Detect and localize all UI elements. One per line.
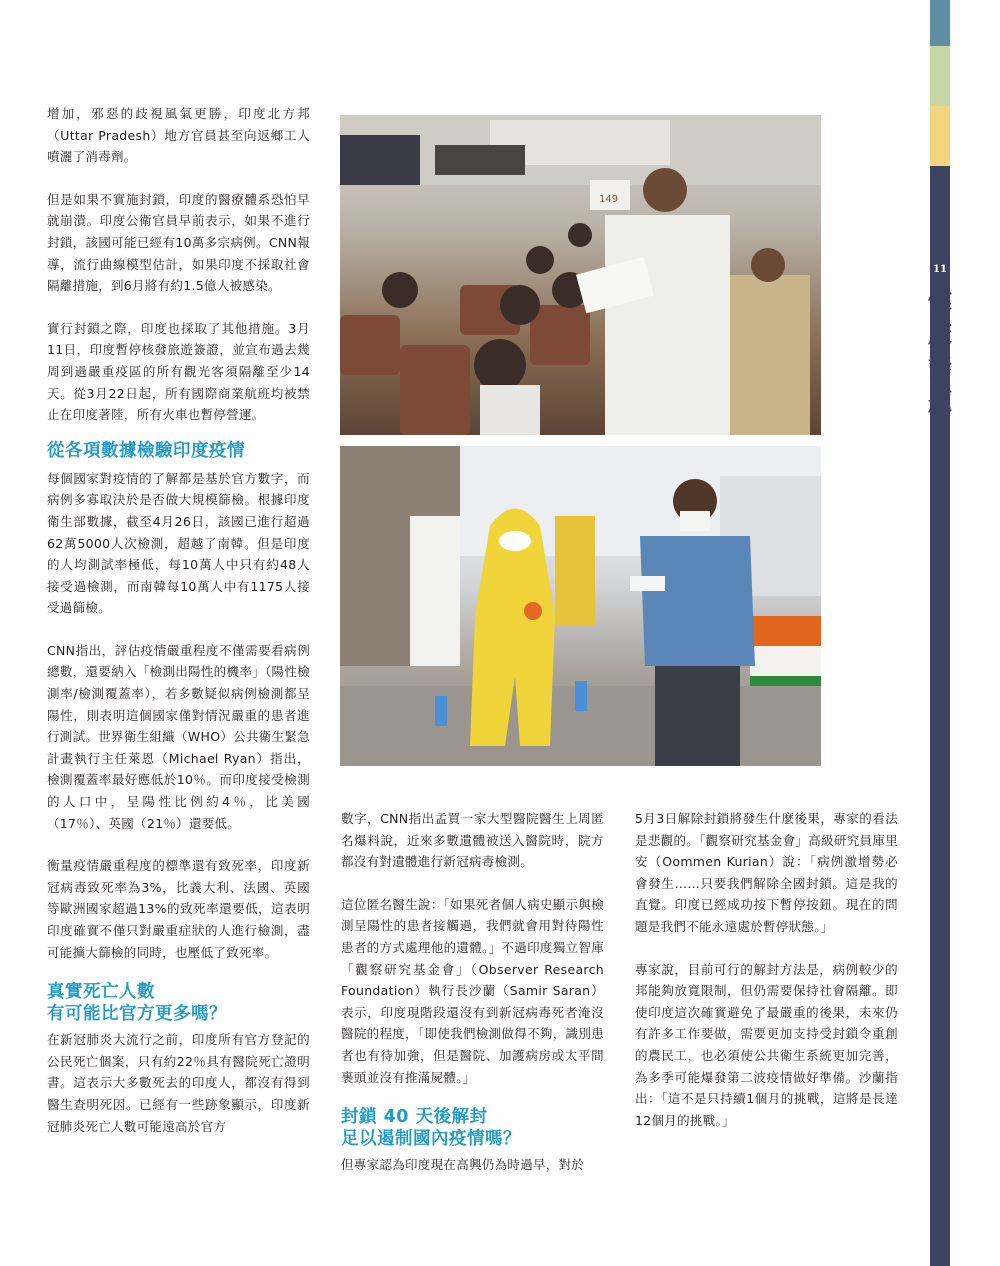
sidebar-color-block-yellow xyxy=(930,106,950,166)
section-heading xyxy=(47,981,310,1025)
page-number: 11 xyxy=(931,263,949,277)
paragraph: 5月3日解除封鎖將發生什麼後果，專家的看法是悲觀的。「觀察研究基金會」高級研究員庫里安（Oommen Kurian）說：「病例激增勢必會發生……只要我們解除全國封鎖。這是我的直覺。印度已經成功按下暫停按鈕。現在的問題是我們不能永遠處於暫停狀態。」 xyxy=(635,811,898,934)
photo-health-worker-in-ppe xyxy=(340,446,821,766)
paragraph: 衡量疫情嚴重程度的標準還有致死率，印度新冠病毒致死率為3%，比義大利、法國、英國等歐洲國家超過13%的致死率還要低，這表明印度確實不僅只對嚴重症狀的人進行檢測，盡可能擴大篩檢的同時，也壓低了致死率。 xyxy=(47,858,310,960)
heading-line: 真實死亡人數 xyxy=(47,982,155,1003)
paragraph: 數字，CNN指出孟買一家大型醫院醫生上周匿名爆料說，近來多數遺體被送入醫院時，院方都沒有對遺體進行新冠病毒檢測。 xyxy=(341,811,604,870)
paragraph: 實行封鎖之際，印度也採取了其他措施。3月11日，印度暫停核發旅遊簽證，並宣布過去幾周到過嚴重疫區的所有觀光客須隔離至少14天。從3月22日起，所有國際商業航班均被禁止在印度著陸，所有火車也暫停營運。 xyxy=(47,320,310,423)
bus-sign-text: 149 xyxy=(599,194,619,205)
section-title-char: 話 xyxy=(928,353,952,382)
section-title xyxy=(925,283,955,419)
photo-ppe-illustration xyxy=(340,446,821,766)
paragraph: CNN指出，評估疫情嚴重程度不僅需要看病例總數，還要納入「檢測出陽性的機率」（陽性檢測率/檢測覆蓋率），若多數疑似病例檢測都呈陽性，則表明這個國家僅對情況嚴重的患者進行測試。世界衛生組織（WHO）公共衛生緊急計畫執行主任萊恩（Michael Ryan）指出，檢測覆蓋率最好應低於10％。而印度接受檢測的人口中，呈陽性比例約4％，比美國（17％）、英國（21％）還要低。 xyxy=(47,642,310,831)
section-heading: 從各項數據檢驗印度疫情 xyxy=(47,440,245,461)
photo-bus-interior-health-check xyxy=(340,115,821,435)
article-column-3 xyxy=(635,808,898,1152)
section-heading xyxy=(341,1106,604,1150)
paragraph: 在新冠肺炎大流行之前，印度所有官方登記的公民死亡個案，只有約22％具有醫院死亡證明書。這表示大多數死去的印度人，都沒有得到醫生查明死因。已經有一些跡象顯示，印度新冠肺炎死亡人數可能遠高於官方 xyxy=(47,1032,310,1134)
heading-line: 封鎖 40 天後解封 xyxy=(341,1107,488,1128)
paragraph: 但是如果不實施封鎖，印度的醫療體系恐怕早就崩潰。印度公衛官員早前表示，如果不進行封鎖，該國可能已經有10萬多宗病例。CNN報導，流行曲線模型估計，如果印度不採取社會隔離措施，到6月將有約1.5億人被感染。 xyxy=(47,191,310,294)
article-column-2 xyxy=(341,808,604,1197)
sidebar-color-block-teal xyxy=(930,0,950,46)
section-title-char: 題 xyxy=(928,387,952,416)
paragraph: 每個國家對疫情的了解都是基於官方數字，而病例多寡取決於是否做大規模篩檢。根據印度衛生部數據，截至4月26日，該國已進行超過62萬5000人次檢測，超越了南韓。但是印度的人均測試率極低，每10萬人中只有約48人接受過檢測，而南韓每10萬人中有1175人接受過篩檢。 xyxy=(47,470,310,616)
heading-line: 有可能比官方更多嗎？ xyxy=(47,1004,227,1025)
heading-line: 足以遏制國內疫情嗎？ xyxy=(341,1129,521,1150)
paragraph: 這位匿名醫生說：「如果死者個人病史顯示與檢測呈陽性的患者接觸過，我們就會用對待陽性患者的方式處理他的遺體。」不過印度獨立智庫「觀察研究基金會」（Observer Research Foundation）執行長沙蘭（Samir Saran）表示，印度現階段還沒有到新冠病毒死者淹沒醫院的程度，「即使我們檢測做得不夠，識別患者也有待加強，但是醫院、加護病房或太平間裹頭並沒有推滿屍體。」 xyxy=(341,896,604,1085)
section-title-char: 健 xyxy=(928,285,952,314)
article-column-1 xyxy=(47,103,310,1158)
paragraph: 但專家認為印度現在高興仍為時過早，對於 xyxy=(341,1157,585,1173)
section-title-char: 康 xyxy=(928,319,952,348)
sidebar-color-block-green xyxy=(930,46,950,106)
paragraph: 專家說，目前可行的解封方法是，病例較少的邦能夠放寬限制，但仍需要保持社會隔離。即使印度這次確實避免了最嚴重的後果，未來仍有許多工作要做，需要更加支持受封鎖令重創的農民工，也必須使公共衛生系統更加完善，為多季可能爆發第二波疫情做好準備。沙蘭指出：「這不是只持續1個月的挑戰，這將是長達12個月的挑戰。」 xyxy=(635,961,898,1128)
paragraph: 增加，邪惡的歧視風氣更勝，印度北方邦（Uttar Pradesh）地方官員甚至向返鄉工人噴灑了消毒劑。 xyxy=(47,106,310,165)
photo-bus-illustration xyxy=(340,115,821,435)
